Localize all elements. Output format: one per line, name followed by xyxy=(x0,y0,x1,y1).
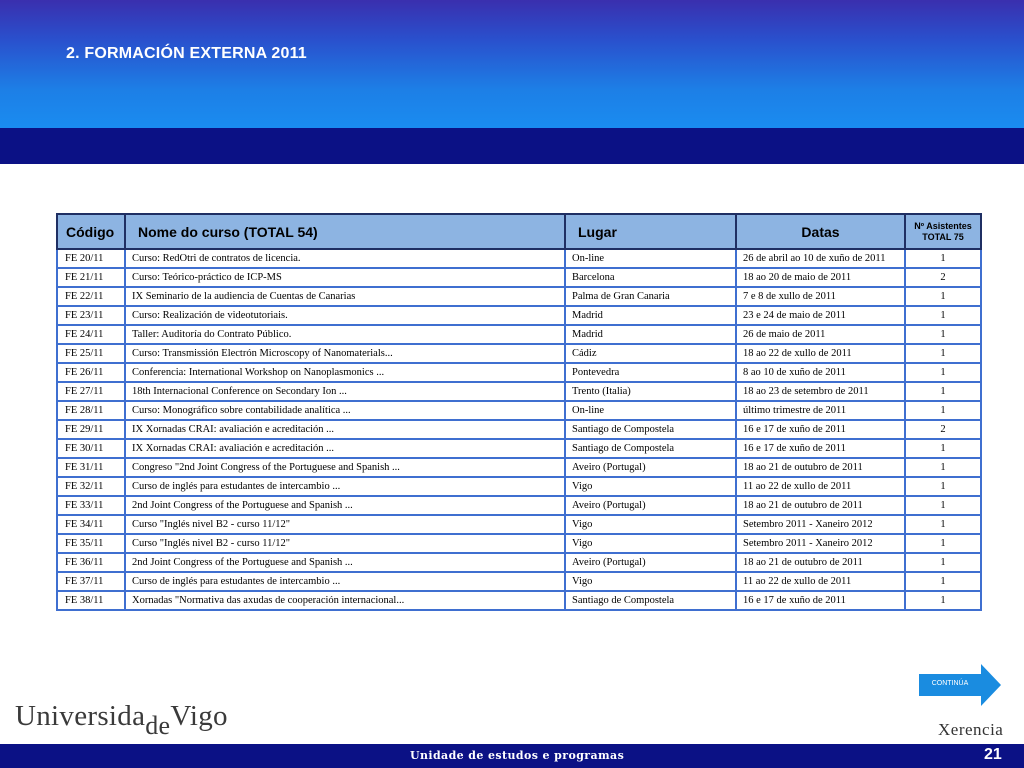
cell-dates: Setembro 2011 - Xaneiro 2012 xyxy=(736,515,905,534)
table-row xyxy=(57,401,981,420)
cell-attendees: 1 xyxy=(905,439,981,458)
cell-place: Vigo xyxy=(565,534,736,553)
cell-course-name: 2nd Joint Congress of the Portuguese and Spanish ... xyxy=(125,496,565,515)
cell-attendees: 1 xyxy=(905,496,981,515)
column-header-attendees xyxy=(905,214,981,249)
cell-attendees: 1 xyxy=(905,591,981,610)
cell-attendees: 1 xyxy=(905,287,981,306)
cell-attendees: 1 xyxy=(905,325,981,344)
cell-course-name: Taller: Auditoría do Contrato Público. xyxy=(125,325,565,344)
cell-code: FE 28/11 xyxy=(57,401,125,420)
cell-attendees: 1 xyxy=(905,382,981,401)
cell-attendees: 1 xyxy=(905,458,981,477)
table-row xyxy=(57,325,981,344)
cell-dates: 7 e 8 de xullo de 2011 xyxy=(736,287,905,306)
cell-place: Vigo xyxy=(565,477,736,496)
cell-attendees: 2 xyxy=(905,268,981,287)
cell-dates: 26 de maio de 2011 xyxy=(736,325,905,344)
cell-attendees: 1 xyxy=(905,401,981,420)
column-header-dates: Datas xyxy=(736,214,905,249)
column-header-place: Lugar xyxy=(565,214,736,249)
cell-code: FE 35/11 xyxy=(57,534,125,553)
footer-bar xyxy=(0,744,1024,768)
table-row xyxy=(57,249,981,268)
cell-code: FE 37/11 xyxy=(57,572,125,591)
cell-course-name: Congreso "2nd Joint Congress of the Portuguese and Spanish ... xyxy=(125,458,565,477)
header-banner xyxy=(0,0,1024,128)
continue-button[interactable] xyxy=(919,664,1001,706)
column-header-name: Nome do curso (TOTAL 54) xyxy=(125,214,565,249)
cell-course-name: Curso: RedOtri de contratos de licencia. xyxy=(125,249,565,268)
table-row xyxy=(57,268,981,287)
cell-attendees: 1 xyxy=(905,249,981,268)
cell-code: FE 29/11 xyxy=(57,420,125,439)
cell-dates: 16 e 17 de xuño de 2011 xyxy=(736,591,905,610)
cell-place: Palma de Gran Canaria xyxy=(565,287,736,306)
cell-course-name: Curso "Inglés nivel B2 - curso 11/12" xyxy=(125,534,565,553)
cell-course-name: IX Xornadas CRAI: avaliación e acreditación ... xyxy=(125,420,565,439)
table-row xyxy=(57,306,981,325)
cell-dates: 18 ao 20 de maio de 2011 xyxy=(736,268,905,287)
table-row xyxy=(57,496,981,515)
cell-course-name: Xornadas "Normativa das axudas de cooperación internacional... xyxy=(125,591,565,610)
table-row xyxy=(57,344,981,363)
cell-course-name: 2nd Joint Congress of the Portuguese and Spanish ... xyxy=(125,553,565,572)
table-row xyxy=(57,458,981,477)
cell-code: FE 33/11 xyxy=(57,496,125,515)
table-row xyxy=(57,287,981,306)
table-row xyxy=(57,553,981,572)
table-row xyxy=(57,477,981,496)
cell-dates: 16 e 17 de xuño de 2011 xyxy=(736,439,905,458)
cell-code: FE 31/11 xyxy=(57,458,125,477)
cell-dates: 26 de abril ao 10 de xuño de 2011 xyxy=(736,249,905,268)
cell-code: FE 25/11 xyxy=(57,344,125,363)
cell-place: Barcelona xyxy=(565,268,736,287)
cell-attendees: 1 xyxy=(905,553,981,572)
cell-place: Santiago de Compostela xyxy=(565,591,736,610)
cell-code: FE 22/11 xyxy=(57,287,125,306)
cell-course-name: Curso: Realización de videotutoriais. xyxy=(125,306,565,325)
logo-text-universidade: Universida xyxy=(15,700,146,732)
table-row xyxy=(57,420,981,439)
cell-place: Madrid xyxy=(565,306,736,325)
cell-course-name: Curso "Inglés nivel B2 - curso 11/12" xyxy=(125,515,565,534)
table-row xyxy=(57,534,981,553)
cell-attendees: 1 xyxy=(905,534,981,553)
cell-course-name: 18th Internacional Conference on Secondary Ion ... xyxy=(125,382,565,401)
cell-course-name: Curso de inglés para estudantes de intercambio ... xyxy=(125,572,565,591)
cell-place: Trento (Italia) xyxy=(565,382,736,401)
cell-course-name: Curso: Transmissión Electrón Microscopy of Nanomaterials... xyxy=(125,344,565,363)
attendees-label: Nº Asistentes xyxy=(914,220,972,231)
cell-course-name: IX Xornadas CRAI: avaliación e acreditación ... xyxy=(125,439,565,458)
column-header-code: Código xyxy=(57,214,125,249)
cell-code: FE 36/11 xyxy=(57,553,125,572)
cell-dates: 23 e 24 de maio de 2011 xyxy=(736,306,905,325)
cell-attendees: 1 xyxy=(905,306,981,325)
cell-course-name: Curso: Teórico-práctico de ICP-MS xyxy=(125,268,565,287)
cell-dates: Setembro 2011 - Xaneiro 2012 xyxy=(736,534,905,553)
cell-course-name: IX Seminario de la audiencia de Cuentas de Canarias xyxy=(125,287,565,306)
page-title: 2. FORMACIÓN EXTERNA 2011 xyxy=(66,45,307,62)
cell-place: Aveiro (Portugal) xyxy=(565,458,736,477)
page-number: 21 xyxy=(984,746,1002,763)
cell-course-name: Curso: Monográfico sobre contabilidade analítica ... xyxy=(125,401,565,420)
footer-unit: Unidade de estudos e programas xyxy=(410,749,625,762)
table-row xyxy=(57,382,981,401)
cell-code: FE 20/11 xyxy=(57,249,125,268)
cell-dates: último trimestre de 2011 xyxy=(736,401,905,420)
cell-code: FE 23/11 xyxy=(57,306,125,325)
cell-place: Cádiz xyxy=(565,344,736,363)
cell-place: Aveiro (Portugal) xyxy=(565,553,736,572)
cell-dates: 18 ao 23 de setembro de 2011 xyxy=(736,382,905,401)
cell-code: FE 38/11 xyxy=(57,591,125,610)
cell-course-name: Curso de inglés para estudantes de intercambio ... xyxy=(125,477,565,496)
cell-code: FE 34/11 xyxy=(57,515,125,534)
cell-code: FE 32/11 xyxy=(57,477,125,496)
cell-place: On-line xyxy=(565,401,736,420)
cell-code: FE 30/11 xyxy=(57,439,125,458)
cell-place: Vigo xyxy=(565,515,736,534)
cell-code: FE 27/11 xyxy=(57,382,125,401)
cell-dates: 11 ao 22 de xullo de 2011 xyxy=(736,572,905,591)
cell-code: FE 24/11 xyxy=(57,325,125,344)
cell-place: Pontevedra xyxy=(565,363,736,382)
courses-table xyxy=(56,213,982,611)
department-label: Xerencia xyxy=(938,720,1004,739)
cell-place: On-line xyxy=(565,249,736,268)
table-row xyxy=(57,591,981,610)
cell-dates: 8 ao 10 de xuño de 2011 xyxy=(736,363,905,382)
cell-place: Vigo xyxy=(565,572,736,591)
cell-place: Aveiro (Portugal) xyxy=(565,496,736,515)
table-row xyxy=(57,439,981,458)
cell-code: FE 26/11 xyxy=(57,363,125,382)
cell-place: Santiago de Compostela xyxy=(565,439,736,458)
cell-dates: 11 ao 22 de xullo de 2011 xyxy=(736,477,905,496)
cell-dates: 16 e 17 de xuño de 2011 xyxy=(736,420,905,439)
cell-attendees: 1 xyxy=(905,572,981,591)
table-row xyxy=(57,572,981,591)
cell-course-name: Conferencia: International Workshop on Nanoplasmonics ... xyxy=(125,363,565,382)
cell-place: Madrid xyxy=(565,325,736,344)
cell-dates: 18 ao 21 de outubro de 2011 xyxy=(736,496,905,515)
cell-attendees: 1 xyxy=(905,344,981,363)
table-row xyxy=(57,363,981,382)
cell-code: FE 21/11 xyxy=(57,268,125,287)
attendees-total: TOTAL 75 xyxy=(922,231,964,242)
cell-dates: 18 ao 21 de outubro de 2011 xyxy=(736,553,905,572)
cell-attendees: 2 xyxy=(905,420,981,439)
cell-attendees: 1 xyxy=(905,477,981,496)
table-header-row xyxy=(57,214,981,249)
header-band xyxy=(0,128,1024,164)
cell-attendees: 1 xyxy=(905,515,981,534)
logo-text-vigo: Vigo xyxy=(170,700,228,732)
cell-attendees: 1 xyxy=(905,363,981,382)
continue-label: CONTINÚA xyxy=(931,680,969,687)
table-row xyxy=(57,515,981,534)
university-logo xyxy=(15,700,228,740)
cell-dates: 18 ao 22 de xullo de 2011 xyxy=(736,344,905,363)
logo-text-de: de xyxy=(145,711,171,740)
cell-place: Santiago de Compostela xyxy=(565,420,736,439)
cell-dates: 18 ao 21 de outubro de 2011 xyxy=(736,458,905,477)
